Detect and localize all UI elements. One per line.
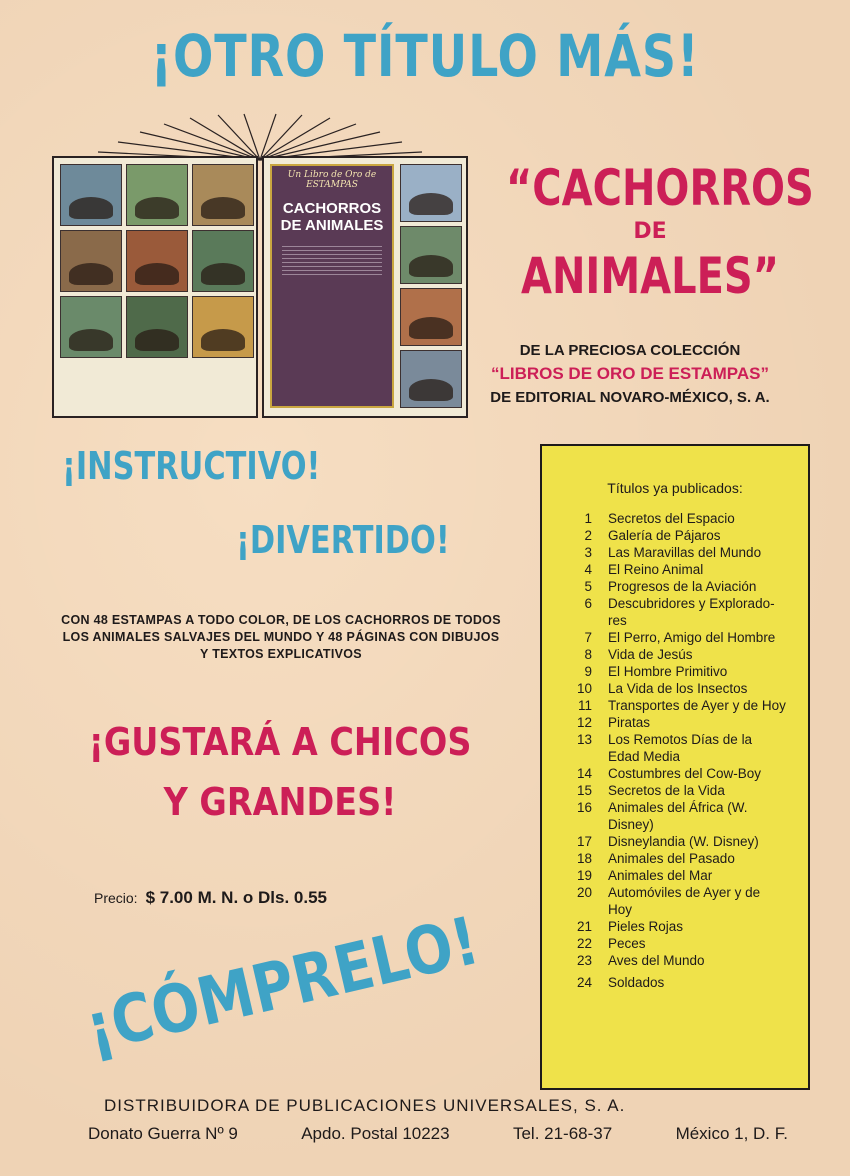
published-titles-heading: Títulos ya publicados:: [607, 480, 743, 496]
collection-info: [460, 340, 800, 410]
slogan-divertido: ¡DIVERTIDO!: [236, 518, 450, 562]
title-name: El Hombre Primitivo: [608, 664, 728, 679]
book-left-page: [52, 156, 258, 418]
list-item: [558, 510, 786, 527]
list-item: [558, 697, 786, 714]
price-label: Precio:: [94, 890, 138, 906]
list-item: [558, 595, 786, 629]
book-cover-title: CACHORROS DE ANIMALES: [280, 200, 384, 234]
list-item: [558, 867, 786, 884]
title-name: Vida de Jesús: [608, 647, 693, 662]
title-number: 19: [576, 868, 592, 883]
title-name: Soldados: [608, 975, 665, 990]
list-item: [558, 884, 786, 918]
animal-image: [126, 296, 188, 358]
title-name: Los Remotos Días de la Edad Media: [608, 732, 753, 764]
list-item: [558, 578, 786, 595]
title-name: Descubridores y Explorado-res: [608, 596, 775, 628]
title-name: Progresos de la Aviación: [608, 579, 757, 594]
title-number: 22: [576, 936, 592, 951]
footer-address-line: [88, 1124, 788, 1144]
animal-image: [400, 164, 462, 222]
call-to-action: ¡CÓMPRELO!: [78, 902, 486, 1067]
list-item: [558, 561, 786, 578]
book-illustration: [48, 112, 472, 424]
price: [94, 888, 327, 908]
title-number: 10: [576, 681, 592, 696]
list-item: [558, 731, 786, 765]
title-name: La Vida de los Insectos: [608, 681, 748, 696]
title-number: 13: [576, 732, 592, 747]
animal-image: [126, 230, 188, 292]
animal-image: [60, 164, 122, 226]
published-titles-box: [540, 444, 810, 1090]
animal-image: [192, 296, 254, 358]
book-cover: [270, 164, 394, 408]
title-number: 12: [576, 715, 592, 730]
headline: ¡OTRO TÍTULO MÁS!: [150, 22, 700, 90]
title-name: Secretos de la Vida: [608, 783, 725, 798]
title-name: Aves del Mundo: [608, 953, 705, 968]
title-number: 5: [584, 579, 592, 594]
title-name: Animales del Mar: [608, 868, 713, 883]
animal-image: [400, 288, 462, 346]
list-item: [558, 850, 786, 867]
gustara-line-2: Y GRANDES!: [163, 780, 397, 824]
list-item: [558, 974, 786, 991]
footer-city: México 1, D. F.: [675, 1124, 788, 1143]
animal-image: [192, 230, 254, 292]
title-number: 6: [584, 596, 592, 611]
list-item: [558, 527, 786, 544]
list-item: [558, 952, 786, 969]
title-number: 16: [576, 800, 592, 815]
book-right-page: [262, 156, 468, 418]
collection-line-1: DE LA PRECIOSA COLECCIÓN: [519, 342, 741, 359]
list-item: [558, 714, 786, 731]
book-cover-text-lines: [282, 246, 382, 276]
title-number: 24: [576, 975, 592, 990]
title-name: Pieles Rojas: [608, 919, 684, 934]
description: CON 48 ESTAMPAS A TODO COLOR, DE LOS CACHORROS DE TODOS LOS ANIMALES SALVAJES DEL MUNDO Y 48 PÁGINAS CON DIBUJOS Y TEXTOS EXPLICATIVOS: [61, 613, 501, 661]
list-item: [558, 765, 786, 782]
list-item: [558, 629, 786, 646]
list-item: [558, 646, 786, 663]
animal-image: [192, 164, 254, 226]
published-titles-list: [542, 510, 808, 991]
title-line-2: DE: [633, 219, 667, 244]
title-number: 11: [577, 698, 592, 713]
title-number: 4: [584, 562, 592, 577]
title-name: Costumbres del Cow-Boy: [608, 766, 762, 781]
list-item: [558, 833, 786, 850]
title-name: El Perro, Amigo del Hombre: [608, 630, 776, 645]
title-number: 8: [584, 647, 592, 662]
title-number: 9: [584, 664, 592, 679]
title-name: Piratas: [608, 715, 651, 730]
title-name: Automóviles de Ayer y de Hoy: [608, 885, 761, 917]
footer-phone: Tel. 21-68-37: [512, 1124, 613, 1143]
title-name: Animales del Pasado: [608, 851, 735, 866]
title-number: 14: [576, 766, 592, 781]
list-item: [558, 782, 786, 799]
list-item: [558, 918, 786, 935]
footer-address: Donato Guerra Nº 9: [88, 1124, 238, 1143]
slogan-instructivo: ¡INSTRUCTIVO!: [62, 444, 321, 488]
animal-image: [400, 350, 462, 408]
list-item: [558, 935, 786, 952]
list-item: [558, 799, 786, 833]
book-cover-series: Un Libro de Oro de ESTAMPAS: [287, 170, 377, 190]
collection-line-2: “LIBROS DE ORO DE ESTAMPAS”: [490, 364, 769, 383]
list-item: [558, 544, 786, 561]
title-number: 18: [576, 851, 592, 866]
list-item: [558, 680, 786, 697]
title-line-1: “CACHORROS: [506, 159, 814, 217]
title-number: 1: [584, 511, 592, 526]
title-line-3: ANIMALES”: [521, 247, 779, 305]
list-item: [558, 663, 786, 680]
title-number: 3: [584, 545, 592, 560]
collection-line-3: DE EDITORIAL NOVARO-MÉXICO, S. A.: [490, 389, 770, 406]
animal-image: [60, 230, 122, 292]
animal-image: [60, 296, 122, 358]
title-name: Peces: [608, 936, 646, 951]
gustara-line-1: ¡GUSTARÁ A CHICOS: [88, 720, 472, 764]
title-name: Galería de Pájaros: [608, 528, 721, 543]
title-name: El Reino Animal: [608, 562, 704, 577]
gustara-slogan: [69, 712, 491, 832]
title-number: 2: [584, 528, 592, 543]
animal-image: [400, 226, 462, 284]
book-pages-fan-icon: [78, 112, 442, 162]
title-number: 21: [576, 919, 592, 934]
title-name: Animales del África (W. Disney): [608, 800, 748, 832]
footer-distributor: DISTRIBUIDORA DE PUBLICACIONES UNIVERSALES, S. A.: [104, 1096, 626, 1115]
title-number: 20: [576, 885, 592, 900]
price-value: $ 7.00 M. N. o Dls. 0.55: [145, 888, 327, 907]
title-number: 17: [576, 834, 592, 849]
footer-po-box: Apdo. Postal 10223: [301, 1124, 450, 1143]
title-name: Transportes de Ayer y de Hoy: [608, 698, 786, 713]
book-title: [470, 160, 830, 304]
title-number: 15: [576, 783, 592, 798]
title-number: 7: [584, 630, 592, 645]
animal-image: [126, 164, 188, 226]
title-number: 23: [576, 953, 592, 968]
title-name: Secretos del Espacio: [608, 511, 735, 526]
title-name: Disneylandia (W. Disney): [608, 834, 759, 849]
title-name: Las Maravillas del Mundo: [608, 545, 762, 560]
